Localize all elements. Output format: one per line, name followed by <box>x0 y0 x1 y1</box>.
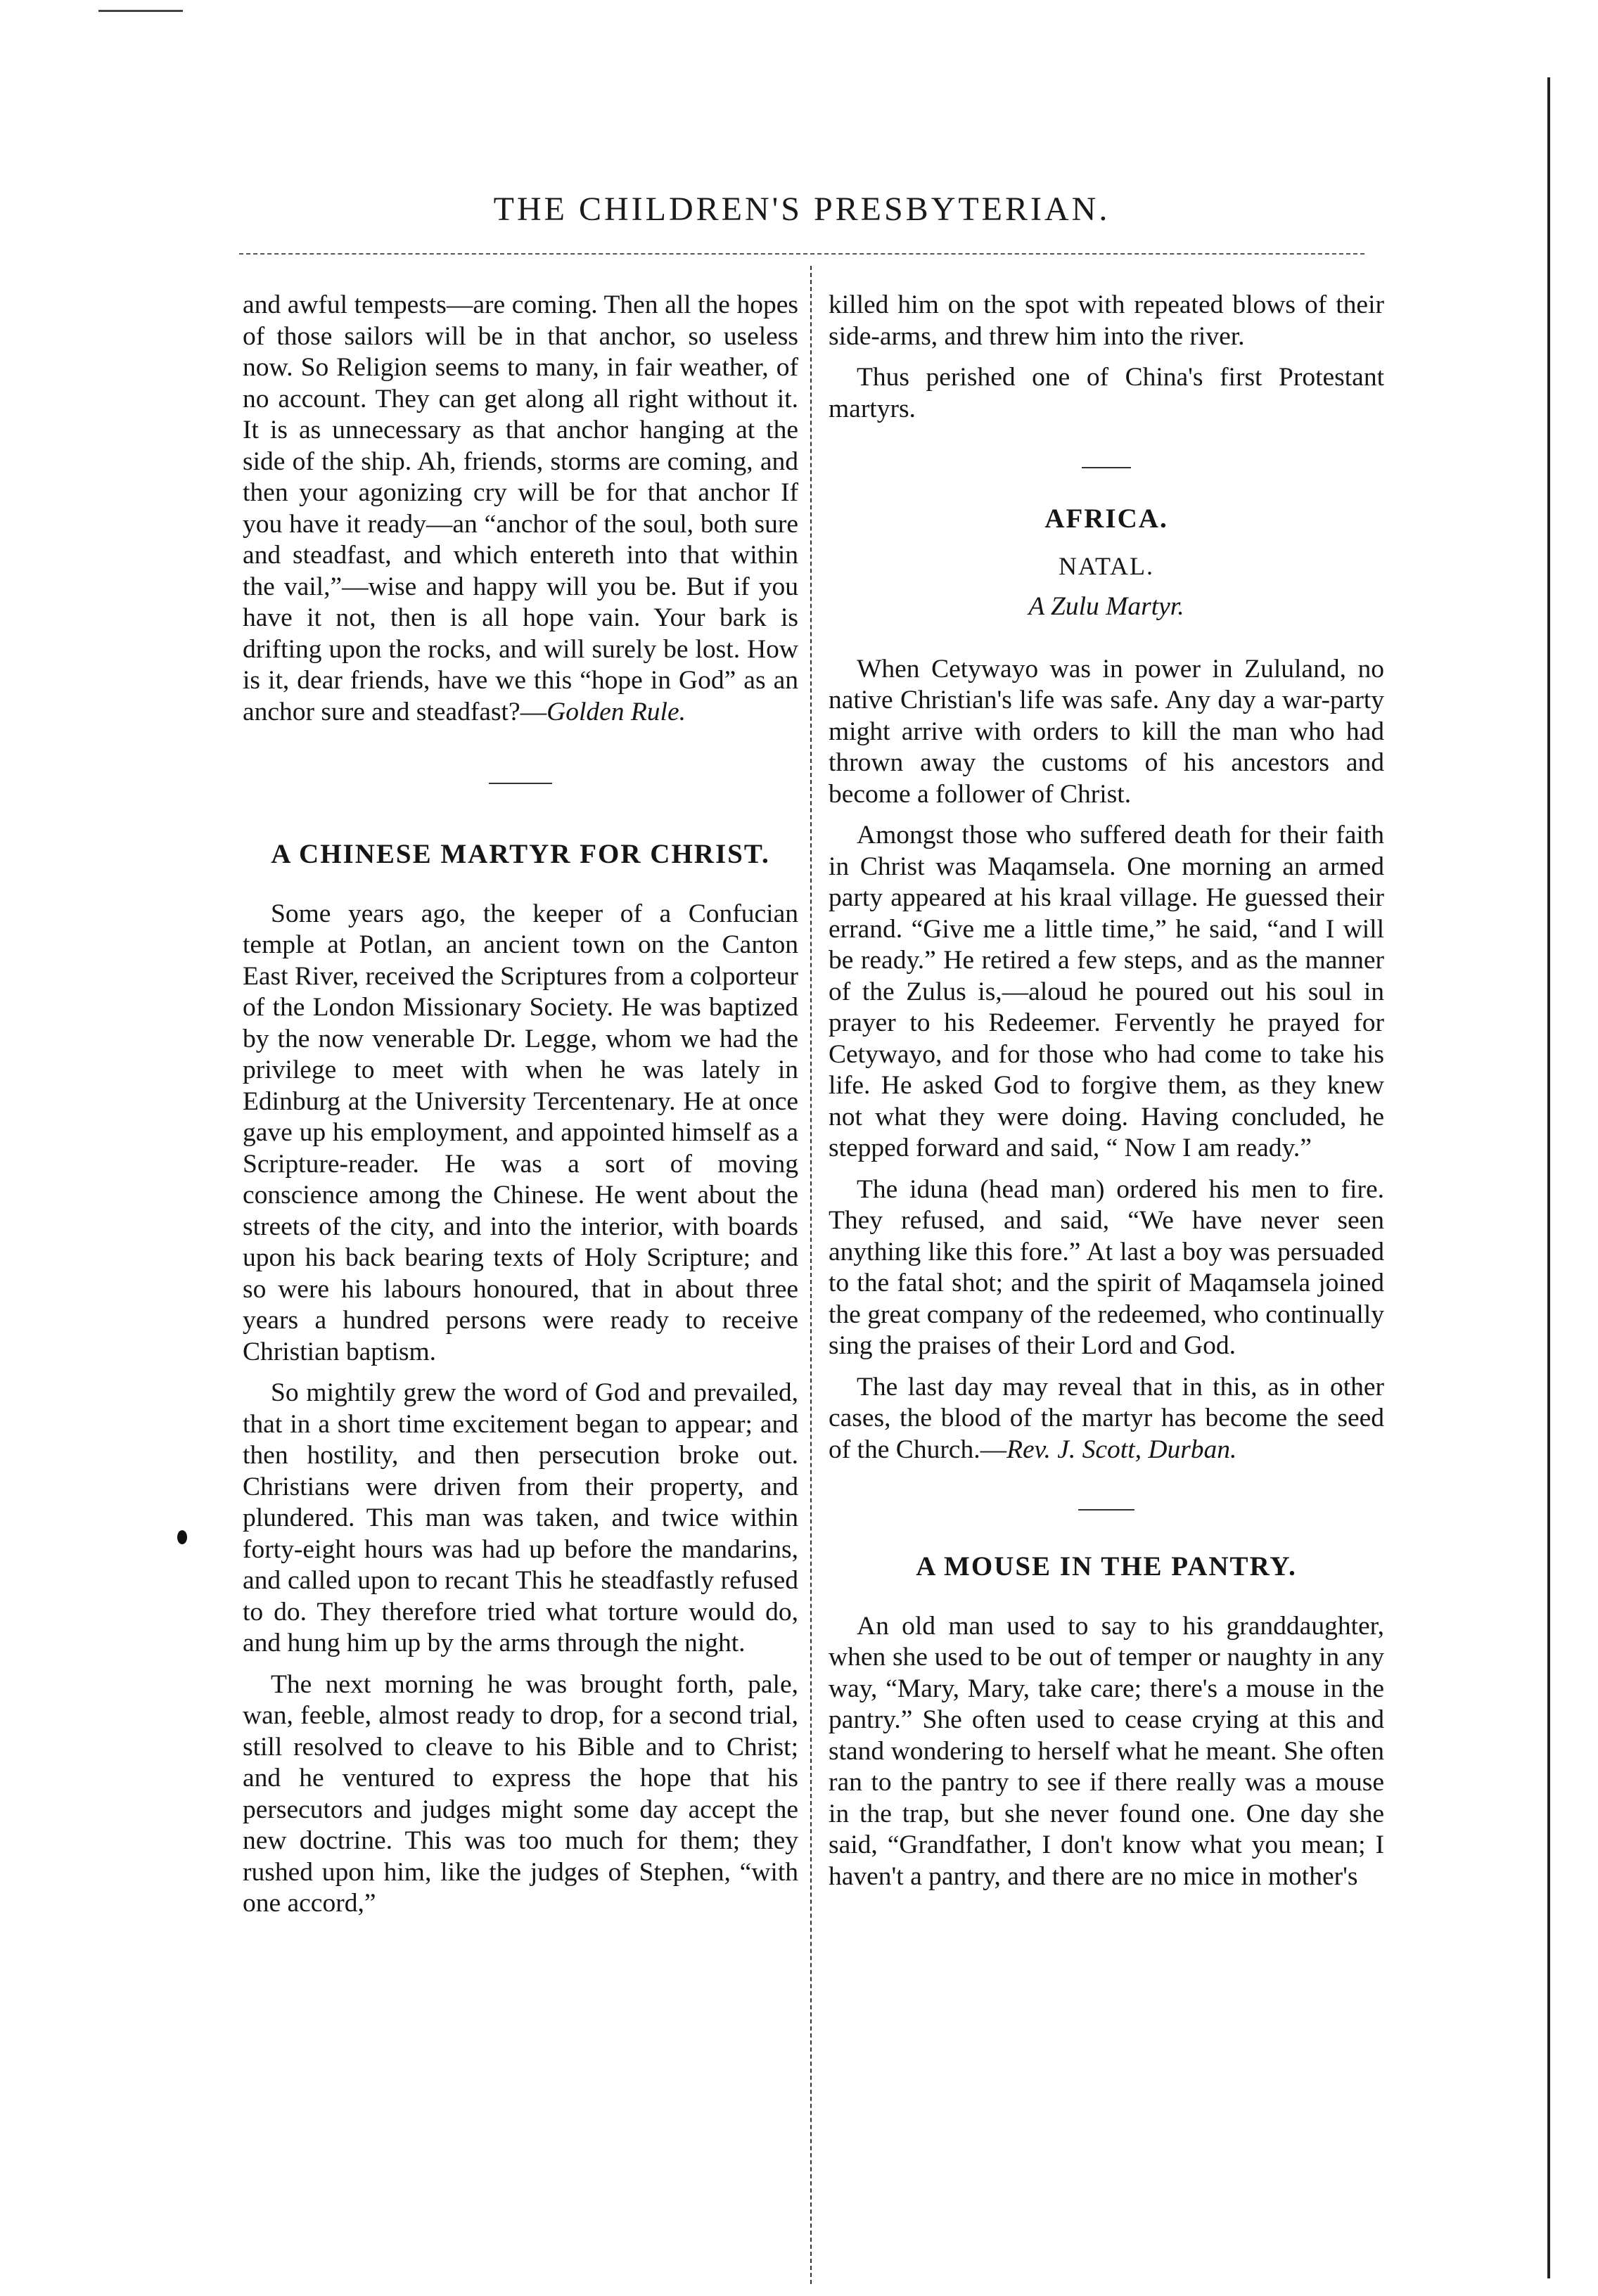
martyr-conclusion-paragraph: killed him on the spot with repeated blows of their side-arms, and threw him into the river. <box>829 290 1384 351</box>
chinese-martyr-heading: A CHINESE MARTYR FOR CHRIST. <box>271 839 770 869</box>
zulu-paragraph-2: Amongst those who suffered death for their faith in Christ was Maqamsela. One morning an armed party appeared at his kraal village. He guessed their errand. “Give me a little time,” he said, “and I will be ready.” He retired a few steps, and as the manner of the Zulus is,—aloud he poured out his soul in prayer to his Redeemer. Fervently he prayed for Cetywayo, and for those who had come to take his life. He asked God to forgive them, as they knew not what they were doing. Having concluded, he stepped forward and said, “ Now I am ready.” <box>829 821 1384 1162</box>
martyr-closing-paragraph: Thus perished one of China's first Protestant martyrs. <box>829 363 1384 423</box>
spacer <box>829 1466 1384 1509</box>
zulu-martyr-subheading: A Zulu Martyr. <box>1028 592 1184 621</box>
zulu-paragraph-3: The iduna (head man) ordered his men to fire. They refused, and said, “We have never seen anything like this fore.” At last a boy was persuaded to the fatal shot; and the spirit of Maqamsela joined the great company of the redeemed, who continually sing the praises of their Lord and God. <box>829 1174 1384 1360</box>
spacer <box>829 1511 1384 1551</box>
anchor-paragraph-text: and awful tempests—are coming. Then all the hopes of those sailors will be in that anchor, so useless now. So Religion seems to many, in fair weather, of no account. They can get along all right without it. It is as unnecessary as that anchor hanging at the side of the ship. Ah, friends, storms are coming, and then your agonizing cry will be for that anchor If you have it ready—an “anchor of the soul, both sure and steadfast, and which entereth into that within the vail,”—wise and happy will you be. But if you have it not, then is all hope vain. Your bark is drifting upon the rocks, and will surely be lost. How is it, dear friends, have we this “hope in God” as an anchor sure and steadfast?— <box>243 290 798 726</box>
spacer <box>829 425 1384 467</box>
zulu-paragraph-4 <box>829 1372 1384 1466</box>
page-edge-rule <box>1547 77 1550 2278</box>
chinese-martyr-paragraph-3: The next morning he was brought forth, pale, wan, feeble, almost ready to drop, for a second trial, still resolved to cleave to his Bible and to Christ; and he ventured to express the hope that his persecutors and judges might some day accept the new doctrine. This was too much for them; they rushed upon him, like the judges of Stephen, “with one accord,” <box>243 1669 798 1918</box>
page-header-title: THE CHILDREN'S PRESBYTERIAN. <box>493 191 1111 228</box>
spacer <box>829 535 1384 551</box>
chinese-martyr-paragraph-1: Some years ago, the keeper of a Confucian temple at Potlan, an ancient town on the Canton East River, received the Scriptures from a colporteur of the London Missionary Society. He was baptized by the now venerable Dr. Legge, whom we had the privilege to meet with when he was lately in Edinburg at the University Tercentenary. He at once gave up his employment, and appointed himself as a Scripture-reader. He was a sort of moving conscience among the Chinese. He went about the streets of the city, and into the interior, with boards upon his back bearing texts of Holy Scripture; and so were his labours honoured, that in about three years a hundred persons were ready to receive Christian baptism. <box>243 899 798 1366</box>
top-edge-mark <box>98 10 183 12</box>
spacer <box>829 623 1384 654</box>
right-column <box>829 290 1384 1892</box>
zulu-paragraph-4-text: The last day may reveal that in this, as in other cases, the blood of the martyr has become the seed of the Church.— <box>829 1372 1384 1464</box>
spacer <box>829 468 1384 504</box>
spacer <box>829 582 1384 591</box>
zulu-paragraph-1: When Cetywayo was in power in Zululand, no native Christian's life was safe. Any day a war-party might arrive with orders to kill the man who had thrown away the customs of his ancestors and become a follower of Christ. <box>829 654 1384 809</box>
mouse-pantry-paragraph: An old man used to say to his granddaughter, when she used to be out of temper or naughty in any way, “Mary, Mary, take care; there's a mouse in the pantry.” She often used to cease crying at this and stand wondering to herself what he meant. She often ran to the pantry to see if there really was a mouse in the trap, but she never found one. One day she said, “Grandfather, I don't know what you mean; I haven't a pantry, and there are no mice in mother's <box>829 1611 1384 1891</box>
anchor-paragraph-source: Golden Rule. <box>546 697 686 726</box>
spacer <box>243 871 798 899</box>
mouse-pantry-heading: A MOUSE IN THE PANTRY. <box>916 1551 1297 1582</box>
margin-dot <box>177 1530 187 1544</box>
left-column <box>243 290 798 1920</box>
natal-subheading: NATAL. <box>1058 551 1155 580</box>
header-rule <box>239 253 1364 255</box>
chinese-martyr-paragraph-2: So mightily grew the word of God and prevailed, that in a short time excitement began to appear; and then hostility, and then persecution broke out. Christians were driven from their property, and plundered. This man was taken, and twice within forty-eight hours was had up before the mandarins, and called upon to recant This he steadfastly refused to do. They therefore tried what torture would do, and hung him up by the arms through the night. <box>243 1378 798 1657</box>
spacer <box>829 1583 1384 1611</box>
spacer <box>243 728 798 783</box>
anchor-paragraph <box>243 290 798 728</box>
africa-heading: AFRICA. <box>1044 504 1168 534</box>
column-divider <box>810 266 812 2284</box>
spacer <box>243 784 798 839</box>
zulu-paragraph-4-source: Rev. J. Scott, Durban. <box>1006 1435 1237 1464</box>
